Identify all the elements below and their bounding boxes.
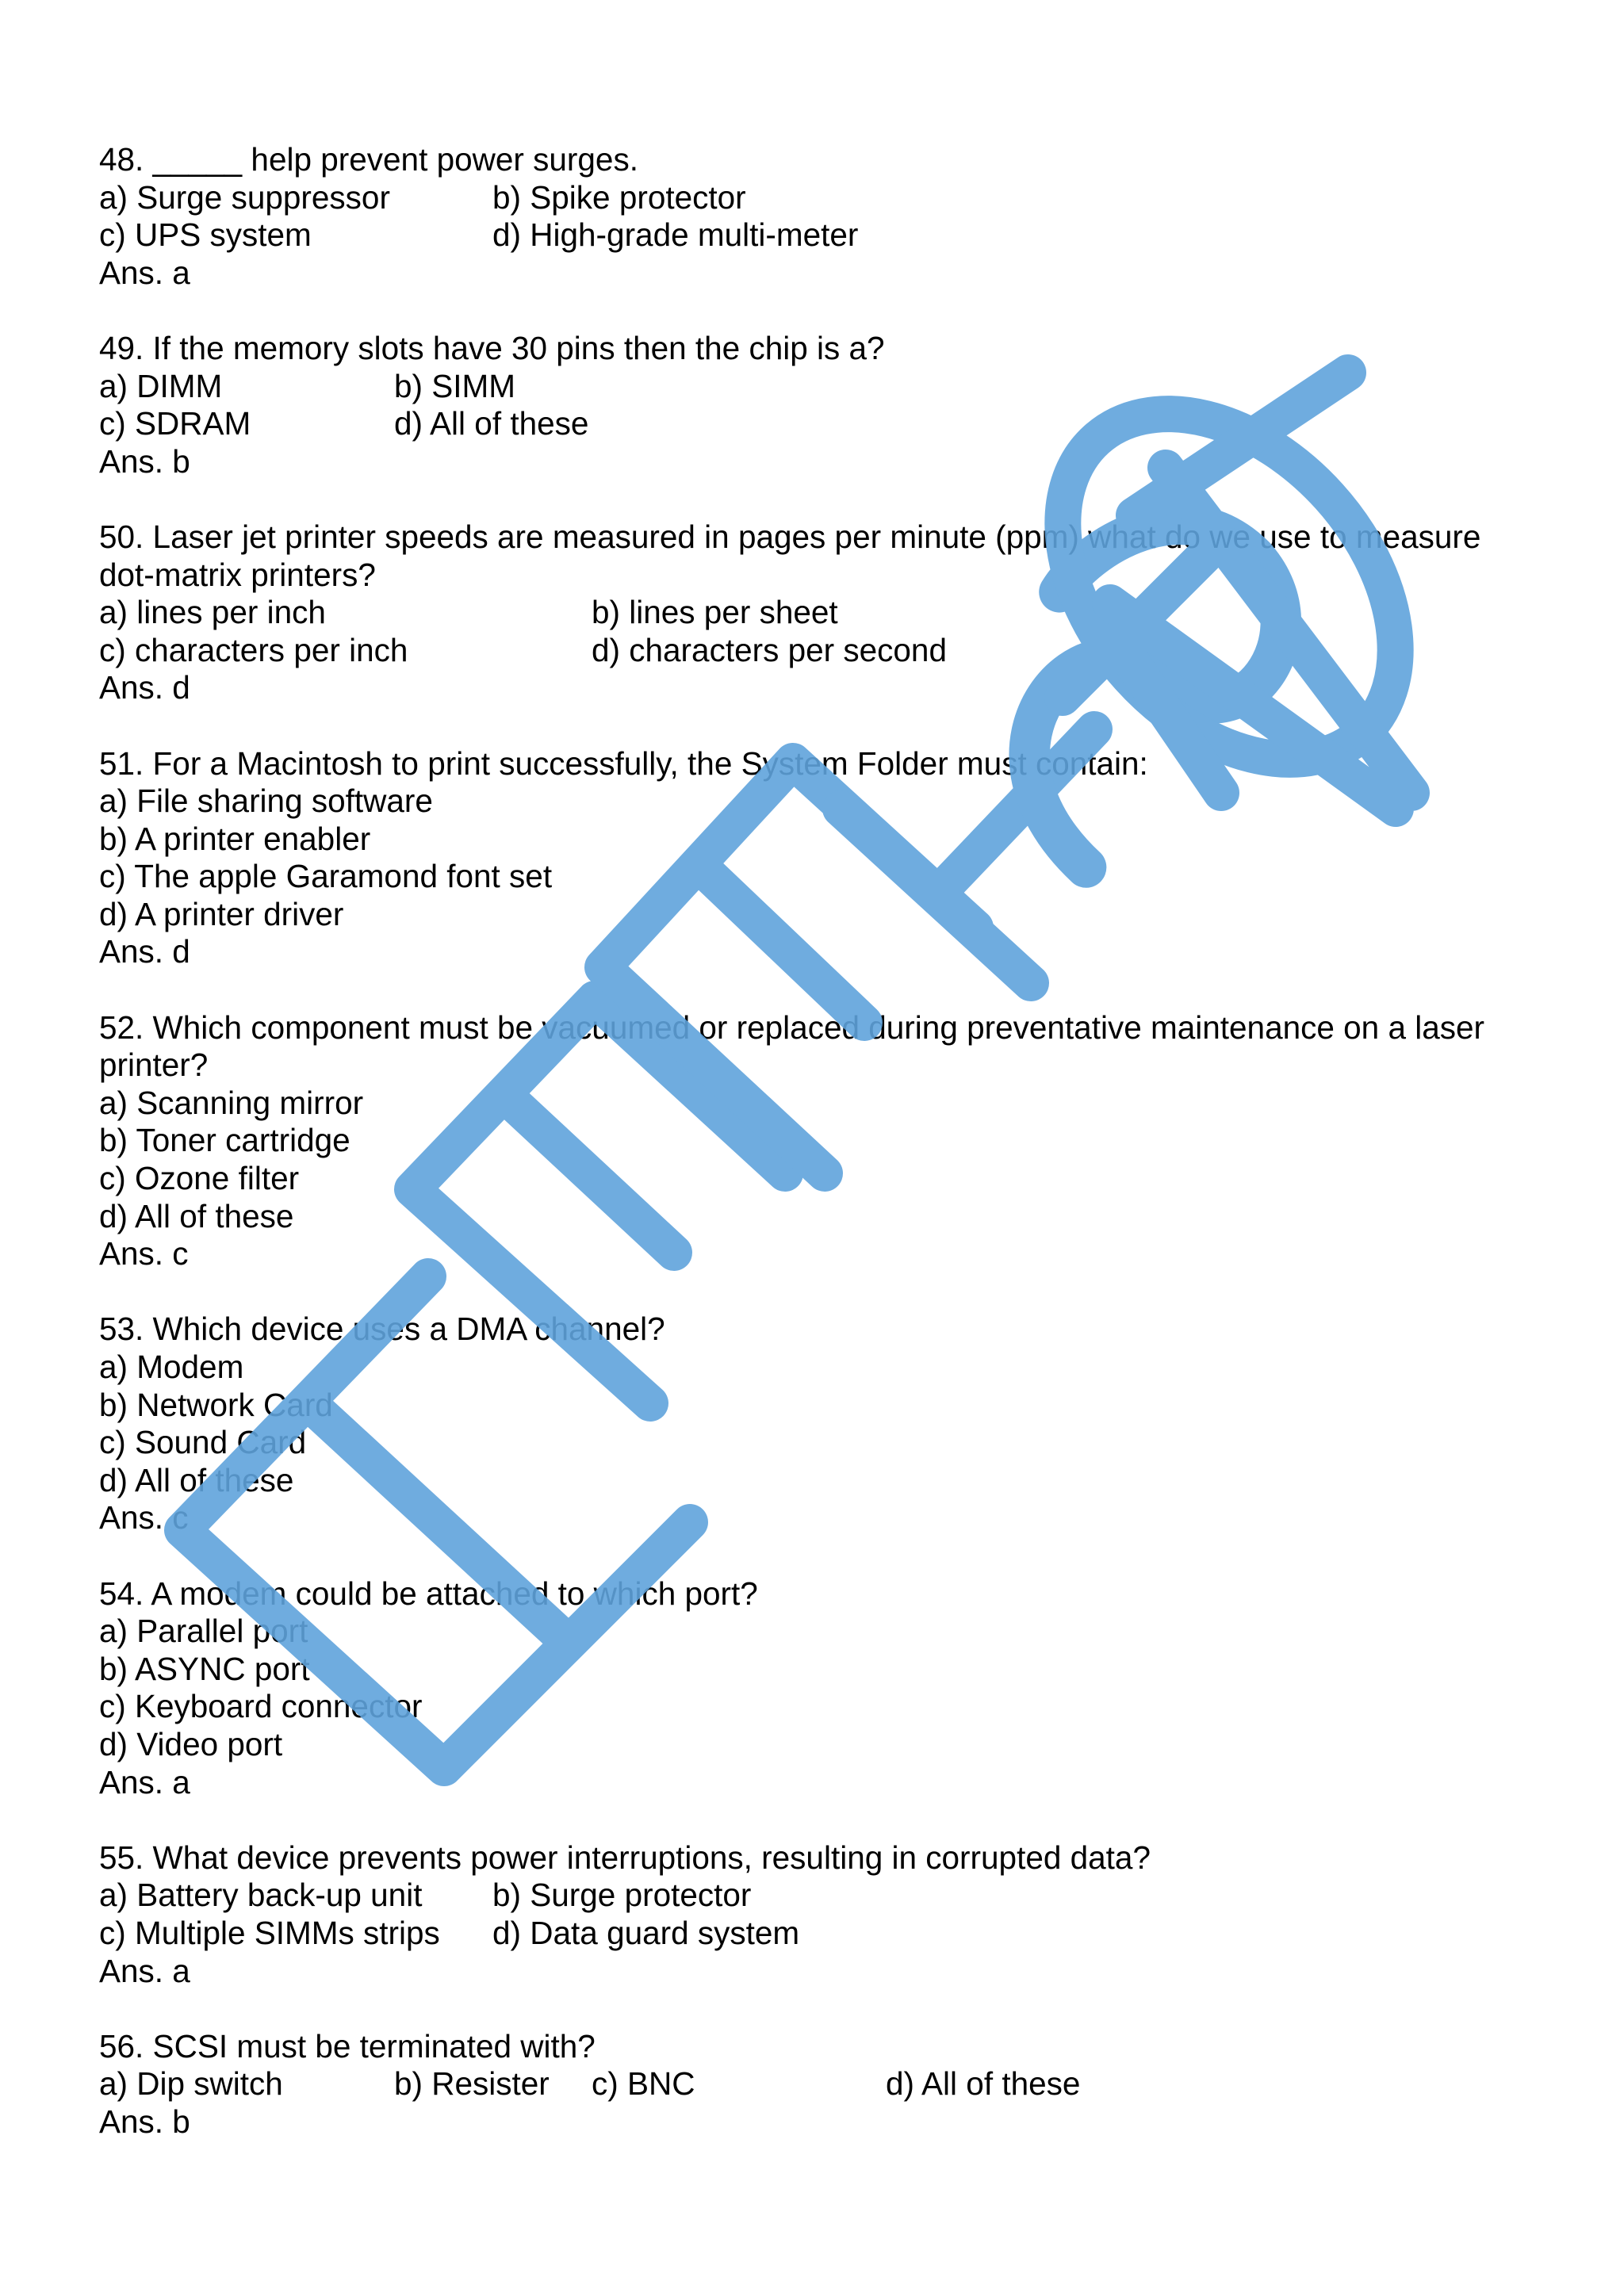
answer-option: a) Parallel port [99, 1613, 308, 1650]
option-row [99, 216, 1526, 254]
answer-option: d) characters per second [592, 631, 947, 668]
option-row [99, 1688, 1526, 1726]
answer-option: a) Modem [99, 1349, 244, 1385]
answer-option: b) Spike protector [492, 178, 746, 216]
option-row [99, 179, 1526, 217]
option-row [99, 1424, 1526, 1462]
answer-option: a) Scanning mirror [99, 1084, 364, 1121]
question-text: 50. Laser jet printer speeds are measured in pages per minute (ppm) what do we use to measure dot-matrix printers? [99, 518, 1481, 593]
question-text: 52. Which component must be vacuumed or replaced during preventative maintenance on a laser printer? [99, 1008, 1484, 1084]
option-row [99, 1613, 1526, 1651]
answer-option: b) ASYNC port [99, 1650, 310, 1687]
answer-option: b) A printer enabler [99, 820, 371, 857]
question-block [99, 141, 1526, 292]
answer-key: Ans. d [99, 669, 190, 706]
question-block [99, 519, 1526, 707]
option-row [99, 1349, 1526, 1387]
answer-key: Ans. c [99, 1235, 189, 1272]
answer-option: b) lines per sheet [592, 594, 838, 631]
answer-key: Ans. c [99, 1499, 189, 1536]
option-row [99, 1160, 1526, 1198]
option-row [99, 2065, 1526, 2103]
answer-option: c) BNC [592, 2065, 695, 2103]
answer-option: a) Dip switch [99, 2065, 283, 2103]
option-row [99, 1462, 1526, 1500]
option-row [99, 1877, 1526, 1915]
option-row [99, 1387, 1526, 1425]
question-text: 53. Which device uses a DMA channel? [99, 1311, 665, 1348]
question-text: 55. What device prevents power interruptions, resulting in corrupted data? [99, 1839, 1151, 1876]
question-block [99, 1009, 1526, 1273]
answer-option: a) File sharing software [99, 783, 433, 820]
answer-option: c) UPS system [99, 216, 312, 254]
option-row [99, 594, 1526, 632]
answer-option: b) Network Card [99, 1386, 333, 1423]
answer-option: c) Keyboard connector [99, 1688, 423, 1725]
answer-option: b) Resister [394, 2065, 550, 2103]
answer-option: c) Sound Card [99, 1424, 307, 1461]
answer-option: b) SIMM [394, 367, 516, 404]
answer-option: d) A printer driver [99, 895, 344, 932]
answer-key: Ans. d [99, 933, 190, 970]
question-block [99, 1311, 1526, 1537]
option-row [99, 1122, 1526, 1160]
answer-option: d) High-grade multi-meter [492, 216, 859, 254]
answer-option: a) Battery back-up unit [99, 1877, 423, 1914]
question-block [99, 330, 1526, 480]
option-row [99, 405, 1526, 443]
question-list [99, 141, 1526, 2179]
answer-key: Ans. a [99, 1763, 190, 1800]
answer-option: d) All of these [886, 2065, 1081, 2103]
option-row [99, 1726, 1526, 1764]
answer-option: c) The apple Garamond font set [99, 858, 553, 895]
answer-key: Ans. b [99, 442, 190, 480]
answer-option: d) Video port [99, 1725, 283, 1762]
answer-key: Ans. b [99, 2103, 190, 2140]
answer-option: a) Surge suppressor [99, 178, 390, 216]
option-row [99, 368, 1526, 406]
question-text: 48. _____ help prevent power surges. [99, 141, 638, 178]
answer-option: b) Surge protector [492, 1877, 752, 1914]
question-block [99, 2028, 1526, 2141]
answer-option: a) lines per inch [99, 594, 326, 631]
answer-option: b) Toner cartridge [99, 1122, 350, 1159]
option-row [99, 821, 1526, 859]
question-text: 54. A modem could be attached to which port? [99, 1575, 758, 1612]
option-row [99, 1198, 1526, 1236]
answer-key: Ans. a [99, 254, 190, 291]
answer-option: c) SDRAM [99, 405, 251, 442]
option-row [99, 896, 1526, 934]
answer-key: Ans. a [99, 1952, 190, 1989]
option-row [99, 1085, 1526, 1123]
option-row [99, 858, 1526, 896]
question-block [99, 1575, 1526, 1802]
answer-option: d) All of these [394, 405, 589, 442]
option-row [99, 632, 1526, 670]
answer-option: d) Data guard system [492, 1914, 800, 1951]
option-row [99, 1651, 1526, 1689]
question-block [99, 745, 1526, 972]
answer-option: c) Multiple SIMMs strips [99, 1914, 440, 1951]
question-text: 56. SCSI must be terminated with? [99, 2027, 596, 2064]
question-text: 51. For a Macintosh to print successfully, the System Folder must contain: [99, 744, 1148, 782]
question-text: 49. If the memory slots have 30 pins then the chip is a? [99, 329, 885, 366]
option-row [99, 783, 1526, 821]
answer-option: d) All of these [99, 1197, 294, 1234]
answer-option: c) characters per inch [99, 631, 408, 668]
answer-option: a) DIMM [99, 367, 223, 404]
question-block [99, 1839, 1526, 1990]
option-row [99, 1915, 1526, 1953]
answer-option: d) All of these [99, 1461, 294, 1498]
answer-option: c) Ozone filter [99, 1160, 300, 1197]
